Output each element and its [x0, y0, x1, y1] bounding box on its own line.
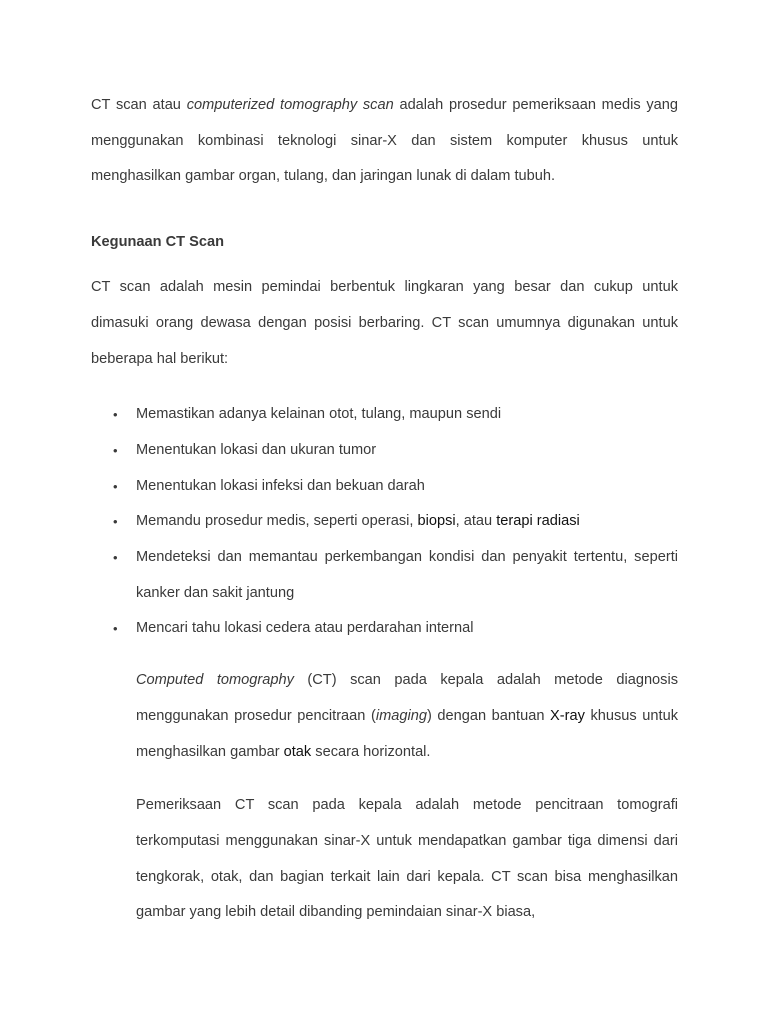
- intro-rest: adalah prosedur pemeriksaan medis yang menggunakan kombinasi teknologi sinar-X dan sistem komputer khusus untuk menghasilkan gambar organ, tulang, dan jaringan lunak di dalam tubuh.: [91, 97, 679, 185]
- list-item: [91, 611, 678, 647]
- imaging-term: imaging: [375, 707, 427, 724]
- terapi-radiasi-link[interactable]: terapi radiasi: [496, 513, 580, 530]
- intro-paragraph: [91, 88, 678, 195]
- list-item-text: Menentukan lokasi infeksi dan bekuan darah: [136, 477, 425, 494]
- biopsi-link[interactable]: biopsi: [417, 513, 456, 530]
- paragraph-text: ) dengan bantuan: [426, 707, 551, 724]
- list-item: [91, 433, 678, 469]
- paragraph-text: secara horizontal.: [311, 743, 431, 760]
- paragraph-text: (CT) scan pada kepala adalah metode diagnosis menggunakan prosedur pencitraan (: [136, 672, 679, 724]
- head-ct-exam-paragraph: Pemeriksaan CT scan pada kepala adalah metode pencitraan tomografi terkomputasi menggunakan sinar-X untuk mendapatkan gambar tiga dimensi dari tengkorak, otak, dan bagian terkait lain dari kepala. CT scan bisa menghasilkan gambar yang lebih detail dibanding pemindaian sinar-X biasa,: [136, 797, 678, 921]
- bullet-marker: •: [113, 621, 118, 637]
- list-item-text: , atau: [455, 513, 497, 530]
- usage-list: [91, 397, 678, 647]
- list-item: [91, 397, 678, 433]
- list-item-text: Mencari tahu lokasi cedera atau perdarahan internal: [136, 620, 474, 637]
- bullet-marker: •: [113, 550, 118, 566]
- list-item-text: Memastikan adanya kelainan otot, tulang, maupun sendi: [136, 406, 502, 423]
- otak-link[interactable]: otak: [283, 743, 312, 760]
- usage-paragraph: CT scan adalah mesin pemindai berbentuk lingkaran yang besar dan cukup untuk dimasuki orang dewasa dengan posisi berbaring. CT scan umumnya digunakan untuk beberapa hal berikut:: [91, 279, 678, 367]
- intro-term: computerized tomography scan: [186, 97, 394, 113]
- bullet-marker: •: [113, 407, 118, 423]
- list-item: [91, 469, 678, 505]
- bullet-marker: •: [113, 478, 118, 494]
- list-item: [91, 540, 678, 611]
- paragraph-text: khusus untuk menghasilkan gambar: [136, 707, 678, 760]
- head-ct-paragraph: [136, 663, 678, 770]
- list-item-text: Menentukan lokasi dan ukuran tumor: [136, 441, 377, 458]
- list-item-text: Memandu prosedur medis, seperti operasi,: [136, 513, 418, 530]
- bullet-marker: •: [113, 514, 118, 530]
- xray-link[interactable]: X-ray: [550, 707, 585, 724]
- section-heading: Kegunaan CT Scan: [91, 234, 224, 251]
- computed-tomography-term: Computed tomography: [136, 672, 294, 689]
- list-item: [91, 504, 678, 540]
- intro-lead: CT scan atau: [91, 97, 187, 113]
- bullet-marker: •: [113, 442, 118, 458]
- list-item-text: Mendeteksi dan memantau perkembangan kondisi dan penyakit tertentu, seperti kanker dan sakit jantung: [136, 549, 678, 601]
